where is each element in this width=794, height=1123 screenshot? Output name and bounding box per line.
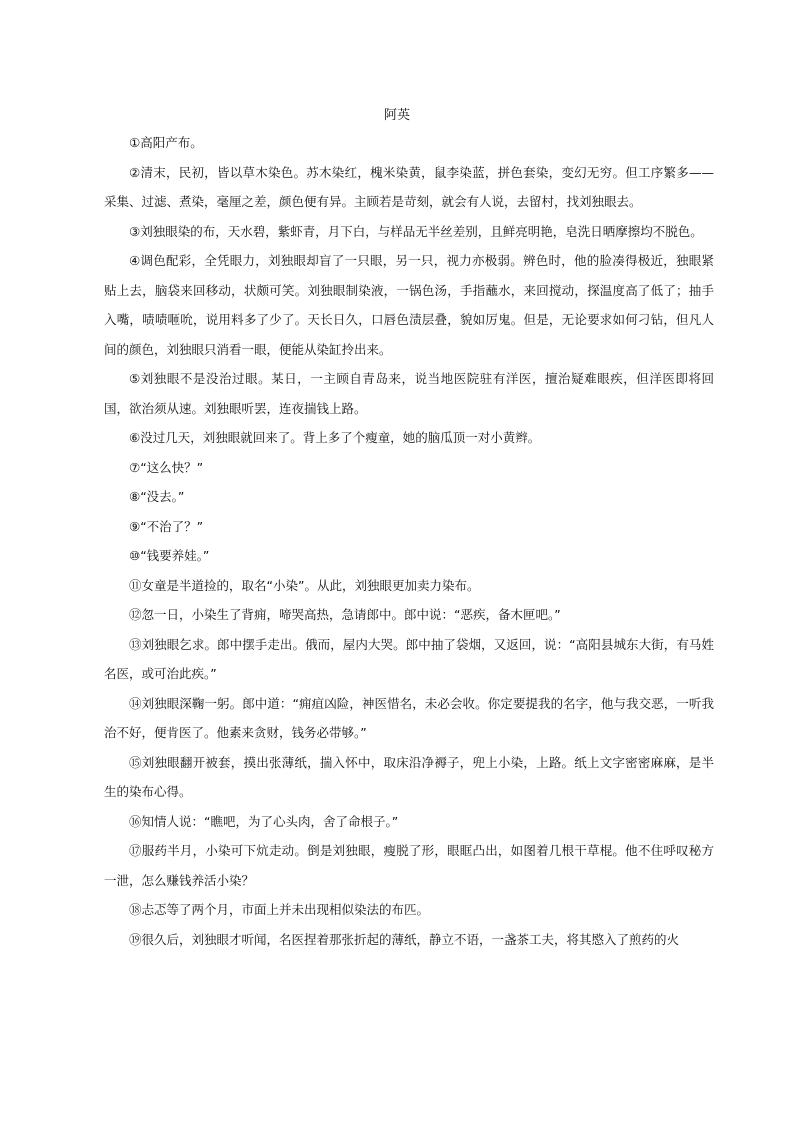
paragraph-4: ④调色配彩，全凭眼力，刘独眼却盲了一只眼，另一只，视力亦极弱。辨色时，他的脸凑得极近，独眼紧贴上去，脑袋来回移动，状颇可笑。刘独眼制染液，一锅色汤，手指蘸水，来回搅动，探温度高了低了；抽手入嘴，啧啧咂吮，说用料多了少了。天长日久，口唇色渍层叠，貌如厉鬼。但是，无论要求如何刁钻，但凡人间的颜色，刘独眼只消看一眼，便能从染缸拎出来。	[104, 253, 714, 357]
paragraph-1: ①高阳产布。	[129, 135, 203, 150]
paragraph-18: ⑱忐忑等了两个月，市面上并未出现相似染法的布匹。	[129, 902, 430, 917]
paragraph-13: ⑬刘独眼乞求。郎中摆手走出。俄而，屋内大哭。郎中抽了袋烟，又返回，说：“高阳县城东大街，有马姓名医，或可治此疾。”	[104, 636, 714, 681]
paragraph-7: ⑦“这么快？”	[129, 459, 204, 475]
paragraph-2: ②清末，民初，皆以草木染色。苏木染红，槐米染黄，鼠李染蓝，拼色套染，变幻无穷。但工序繁多——采集、过滤、煮染，毫厘之差，颜色便有异。主顾若是苛刻，就会有人说，去留村，找刘独眼去。	[104, 164, 714, 209]
paragraph-19: ⑲很久后，刘独眼才听闻，名医捏着那张折起的薄纸，静立不语，一盏茶工夫，将其愍入了煎药的火	[129, 931, 680, 947]
paragraph-9: ⑨“不治了？”	[129, 518, 204, 534]
paragraph-5: ⑤刘独眼不是没治过眼。某日，一主顾自青岛来，说当地医院驻有洋医，擅治疑难眼疾，但洋医即将回国，欲治须从速。刘独眼听罢，连夜揣钱上路。	[104, 371, 714, 416]
page-title: 阿英	[383, 108, 410, 123]
paragraph-8: ⑧“没去。”	[129, 489, 185, 504]
paragraph-17: ⑰服药半月，小染可下炕走动。倒是刘独眼，瘦脱了形，眼眶凸出，如图着几根干草棍。他不住呼叹秘方一泄，怎么赚钱养活小染？	[104, 843, 714, 888]
paragraph-12: ⑫忽一日，小染生了背痈，啼哭高热，急请郎中。郎中说：“恶疾，备木匣吧。”	[129, 607, 561, 622]
article-body	[104, 128, 714, 954]
paragraph-11: ⑪女童是半道捡的，取名“小染”。从此，刘独眼更加卖力染布。	[129, 577, 480, 593]
paragraph-3: ③刘独眼染的布，天水碧，紫虾青，月下白，与样品无半丝差别，且鲜亮明艳，皂洗日晒摩擦均不脱色。	[129, 223, 703, 239]
paragraph-14: ⑭刘独眼深鞠一躬。郎中道：“痈疽凶险，神医惜名，未必会收。你定要提我的名字，他与我交恶，一听我治不好，便肯医了。他素来贪财，钱务必带够。”	[104, 695, 714, 740]
paragraph-16: ⑯知情人说：“瞧吧，为了心头肉，舍了命根子。”	[129, 813, 399, 829]
paragraph-10: ⑩“钱要养娃。”	[129, 548, 210, 563]
paragraph-15: ⑮刘独眼翻开被套，摸出张薄纸，揣入怀中，取床沿净褥子，兜上小染，上路。纸上文字密密麻麻，是半生的染布心得。	[104, 754, 714, 799]
paragraph-6: ⑥没过几天，刘独眼就回来了。背上多了个瘦童，她的脑瓜顶一对小黄辫。	[129, 430, 541, 445]
